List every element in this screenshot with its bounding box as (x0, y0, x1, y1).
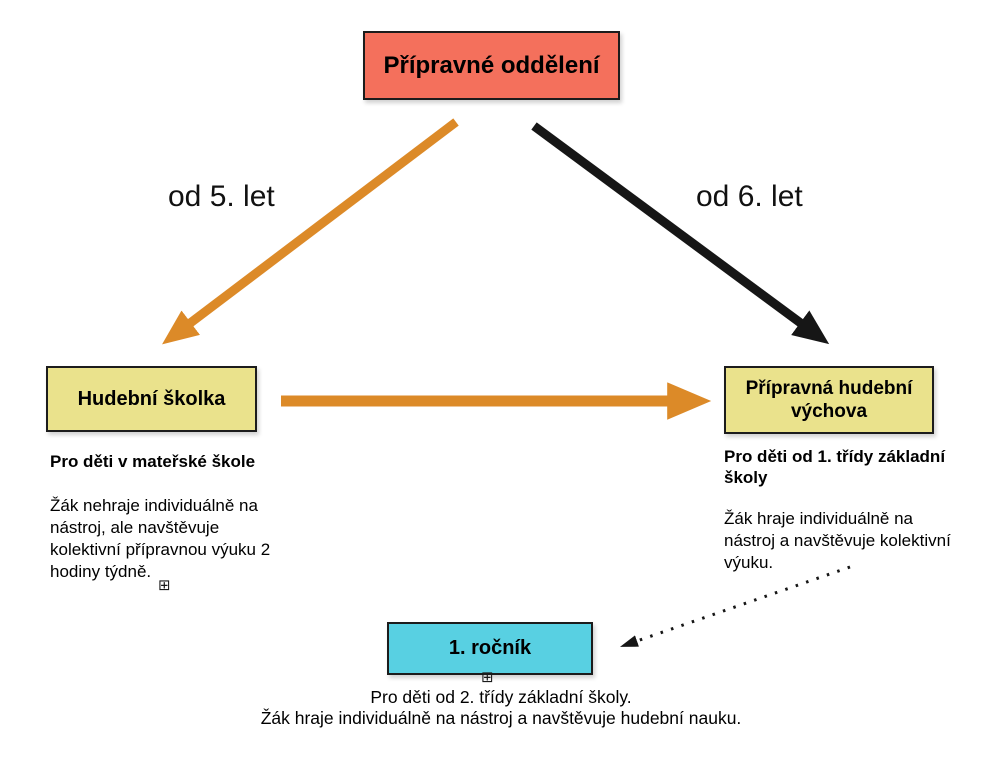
object-anchor-icon: ⊞ (158, 577, 171, 594)
node-1-rocnik (387, 622, 593, 675)
node-label: Přípravné oddělení (383, 51, 600, 79)
edge-label-od-5-let: od 5. let (168, 180, 275, 213)
node-label-line2: výchova (790, 401, 868, 422)
note-bottom-line1: Pro děti od 2. třídy základní školy. (370, 687, 632, 707)
note-left-body-line: Žák nehraje individuálně na (50, 496, 258, 515)
note-bottom-line2: Žák hraje individuálně na nástroj a navštěvuje hudební nauku. (260, 708, 742, 728)
note-left-body-line: nástroj, ale navštěvuje (50, 518, 220, 537)
note-left-column (50, 451, 300, 583)
node-label: Hudební školka (77, 387, 226, 410)
node-pripravna-hudebni-vychova (724, 366, 934, 434)
note-right-body-line: Žák hraje individuálně na (724, 509, 914, 528)
object-anchor-icon: ⊞ (481, 669, 494, 686)
note-right-body-line: nástroj a navštěvuje kolektivní (724, 531, 951, 550)
node-hudebni-skolka (46, 366, 257, 432)
note-right-heading (724, 446, 974, 488)
arrow-dotted-right-to-bottom (637, 567, 850, 641)
note-left-body-line: hodiny týdně. (50, 562, 152, 581)
note-right-body-line: výuku. (724, 553, 774, 572)
note-right-column (724, 446, 974, 574)
edge-label-od-6-let: od 6. let (696, 180, 803, 213)
arrow-top-to-right-black (534, 126, 806, 327)
node-label: 1. ročník (448, 637, 532, 659)
note-right-heading-line: školy (724, 468, 768, 487)
note-right-heading-line: Pro děti od 1. třídy základní (724, 447, 946, 466)
spacer (724, 488, 974, 508)
note-left-heading: Pro děti v mateřské škole (50, 452, 256, 471)
node-pripravne-oddeleni (363, 31, 620, 100)
note-left-body-line: kolektivní přípravnou výuku 2 (50, 540, 271, 559)
node-label-line1: Přípravná hudební (745, 378, 913, 399)
arrow-top-to-left-orange (185, 122, 456, 327)
note-bottom-caption (0, 687, 1002, 729)
